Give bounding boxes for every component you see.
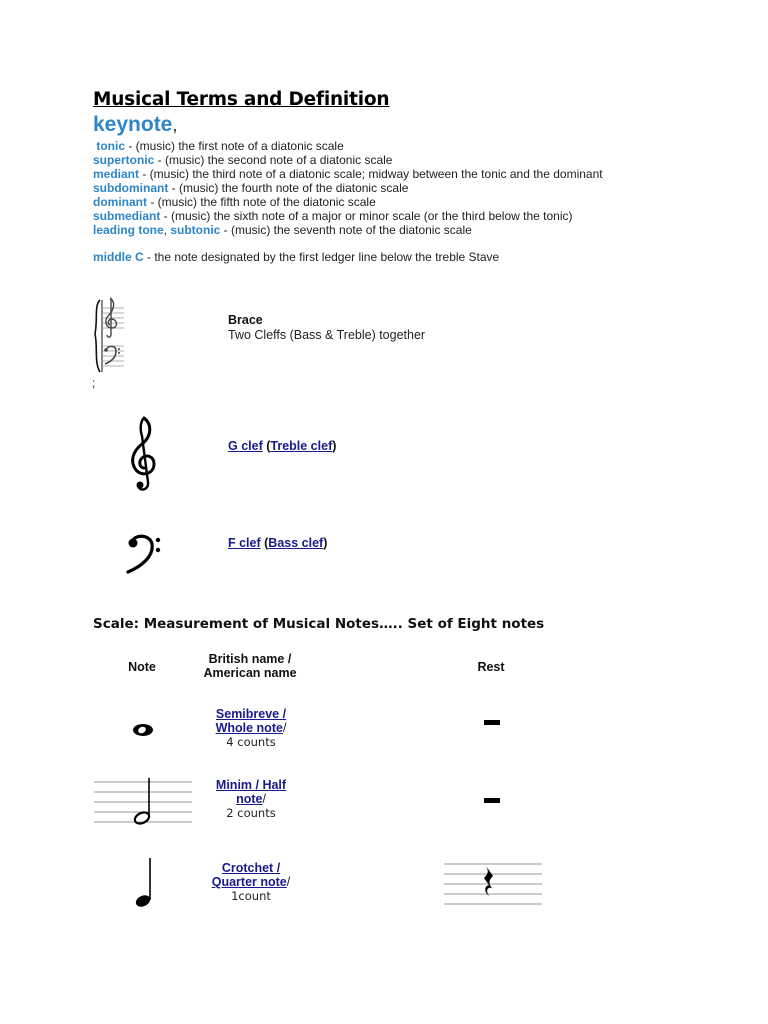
keynote-punct: , bbox=[172, 115, 178, 135]
term-definition: - (music) the sixth note of a major or minor scale (or the third below the tonic) bbox=[160, 209, 573, 223]
g-clef-close: ) bbox=[332, 439, 337, 453]
term-definition: - (music) the fourth note of the diatonic scale bbox=[168, 181, 409, 195]
header-name bbox=[190, 652, 310, 680]
term-name: dominant bbox=[93, 195, 147, 209]
term-name: middle C bbox=[93, 250, 144, 264]
term-definition: - (music) the third note of a diatonic scale; midway between the tonic and the dominant bbox=[139, 167, 603, 181]
term-item bbox=[93, 167, 603, 181]
half-rest-icon bbox=[484, 797, 500, 805]
row-name-line2[interactable]: Quarter note bbox=[211, 875, 287, 889]
bass-clef-icon bbox=[124, 532, 164, 574]
term-definition: - (music) the second note of a diatonic scale bbox=[154, 153, 393, 167]
g-clef-line bbox=[228, 439, 336, 453]
brace-description: Two Cleffs (Bass & Treble) together bbox=[228, 328, 426, 342]
f-clef-close: ) bbox=[323, 536, 328, 550]
table-row bbox=[196, 778, 306, 820]
table-row bbox=[196, 861, 306, 903]
row-suffix: / bbox=[282, 721, 287, 735]
term-name: leading tone bbox=[93, 223, 164, 237]
term-name: mediant bbox=[93, 167, 140, 181]
header-rest: Rest bbox=[477, 660, 505, 674]
row-counts: 4 counts bbox=[226, 735, 276, 749]
treble-clef-icon bbox=[126, 414, 162, 494]
row-counts: 1count bbox=[231, 889, 271, 903]
row-suffix: / bbox=[286, 875, 291, 889]
term-definition: - the note designated by the first ledger line below the treble Stave bbox=[143, 250, 500, 264]
g-clef-open: ( bbox=[262, 439, 271, 453]
term-name: supertonic bbox=[93, 153, 155, 167]
treble-clef-link[interactable]: Treble clef bbox=[270, 439, 333, 453]
f-clef-open: ( bbox=[260, 536, 269, 550]
row-name-line2[interactable]: Whole note bbox=[215, 721, 283, 735]
term-item bbox=[93, 153, 603, 167]
keynote-heading bbox=[93, 113, 177, 137]
quarter-rest-icon bbox=[444, 858, 542, 912]
header-note: Note bbox=[128, 660, 156, 674]
term-item bbox=[93, 209, 603, 223]
row-name-line1[interactable]: Minim / Half bbox=[215, 778, 287, 792]
header-name-line2: American name bbox=[203, 666, 297, 680]
f-clef-line bbox=[228, 536, 327, 550]
term-definition: - (music) the fifth note of the diatonic scale bbox=[147, 195, 376, 209]
g-clef-link[interactable]: G clef bbox=[228, 439, 263, 453]
term-item bbox=[93, 181, 603, 195]
term-separator: , bbox=[163, 223, 171, 237]
f-clef-link[interactable]: F clef bbox=[228, 536, 261, 550]
header-name-line1: British name / bbox=[208, 652, 292, 666]
term-name: subdominant bbox=[93, 181, 169, 195]
row-name-line1[interactable]: Crotchet / bbox=[221, 861, 281, 875]
keynote-word: keynote bbox=[93, 113, 173, 136]
table-row bbox=[196, 707, 306, 749]
brace-title: Brace bbox=[228, 313, 263, 327]
term-definition: - (music) the seventh note of the diatonic scale bbox=[220, 223, 472, 237]
term-name: submediant bbox=[93, 209, 161, 223]
term-item bbox=[93, 223, 603, 237]
quarter-note-icon bbox=[132, 856, 156, 910]
brace-trailing: ; bbox=[92, 376, 96, 390]
middle-c-item bbox=[93, 250, 499, 264]
term-definition: - (music) the first note of a diatonic scale bbox=[125, 139, 344, 153]
term-name: tonic bbox=[96, 139, 126, 153]
bass-clef-link[interactable]: Bass clef bbox=[268, 536, 324, 550]
row-name-line2[interactable]: note bbox=[236, 792, 263, 806]
terms-list bbox=[93, 139, 603, 237]
term-name-2: subtonic bbox=[170, 223, 221, 237]
row-name-line1[interactable]: Semibreve / bbox=[215, 707, 287, 721]
scale-heading: Scale: Measurement of Musical Notes….. Set of Eight notes bbox=[93, 616, 545, 632]
page-title: Musical Terms and Definition bbox=[93, 89, 390, 110]
term-item bbox=[93, 139, 603, 153]
row-suffix: / bbox=[262, 792, 266, 806]
term-item bbox=[93, 195, 603, 209]
whole-note-icon bbox=[130, 722, 156, 738]
half-note-icon bbox=[94, 776, 192, 828]
whole-rest-icon bbox=[484, 719, 500, 727]
row-counts: 2 counts bbox=[226, 806, 276, 820]
brace-staff-icon bbox=[92, 296, 126, 376]
